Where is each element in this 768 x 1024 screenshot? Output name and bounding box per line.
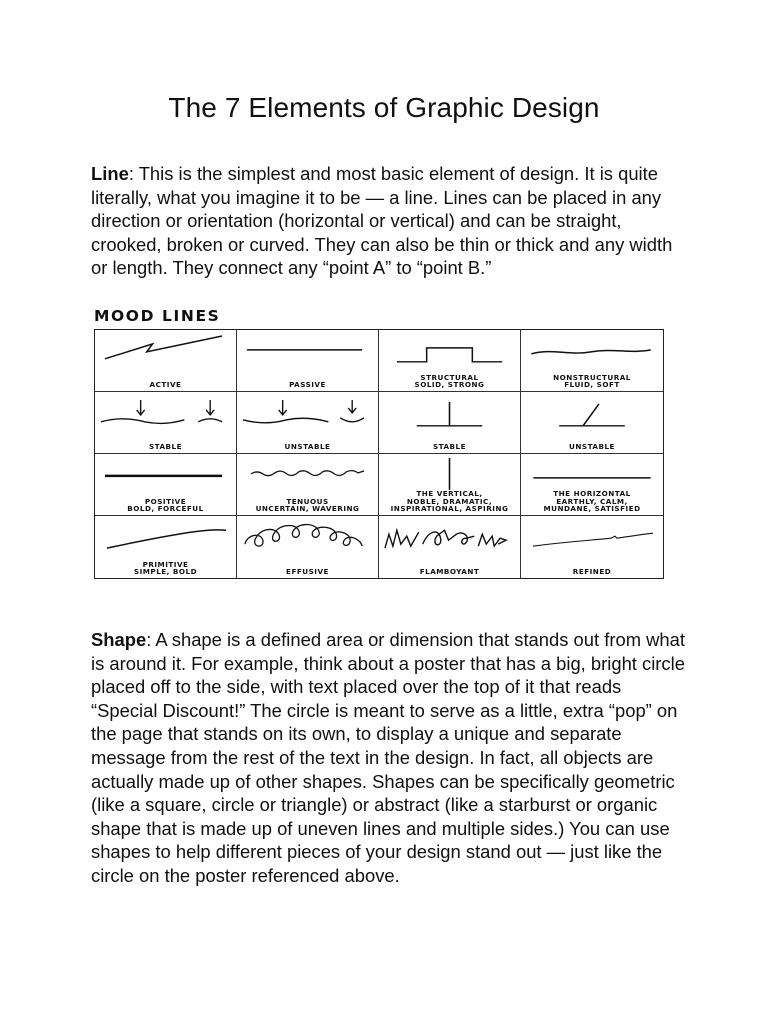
mood-lines-heading: MOOD LINES (94, 307, 221, 325)
mood-cell (237, 454, 379, 516)
mood-cell (521, 516, 663, 578)
mood-cell (237, 330, 379, 392)
horizontal-line-icon (237, 330, 378, 368)
shape-term: Shape (91, 629, 147, 650)
mood-cell (521, 454, 663, 516)
line-term: Line (91, 163, 129, 184)
mood-cell (95, 454, 237, 516)
mood-caption: REFINED (572, 567, 612, 577)
mood-caption: ACTIVE (149, 380, 182, 390)
mood-caption: FLAMBOYANT (419, 567, 480, 577)
zigzag-line-icon (95, 330, 236, 368)
mood-cell (237, 516, 379, 578)
loops-line-icon (237, 516, 378, 554)
mood-cell (237, 392, 379, 454)
shape-description: : A shape is a defined area or dimension that stands out from what is around it. For example, think about a poster that has a big, bright circle placed off to the side, with text placed over the top of it that reads “Special Discount!” The circle is meant to serve as a little, extra “pop” on the page that stands on its own, to display a unique and separate message from the rest of the text in the design. In fact, all objects are actually made up of other shapes. Shapes can be specifically geometric (like a square, circle or triangle) or abstract (like a starburst or organic shape that is made up of uneven lines and multiple sides.) You can use shapes to help different pieces of your design stand out — just like the circle on the poster referenced above. (91, 629, 685, 886)
mood-cell (379, 392, 521, 454)
mood-cell (379, 516, 521, 578)
mood-caption: POSITIVE BOLD, FORCEFUL (127, 496, 204, 514)
mood-lines-figure (91, 307, 667, 581)
rough-curve-icon (95, 516, 236, 554)
mood-caption: EFFUSIVE (286, 567, 329, 577)
fine-line-icon (521, 516, 663, 554)
vertical-on-base-icon (379, 392, 520, 430)
mood-cell (95, 392, 237, 454)
mood-caption: UNSTABLE (569, 442, 615, 452)
horizontal-line-icon (521, 454, 663, 492)
wavering-line-icon (237, 454, 378, 492)
line-paragraph (91, 162, 691, 280)
page-title: The 7 Elements of Graphic Design (168, 92, 600, 123)
line-description: : This is the simplest and most basic element of design. It is quite literally, what you imagine it to be — a line. Lines can be placed in any direction or orientation (horizontal or vertical) and can be straight, crooked, broken or curved. They can also be thin or thick and any width or length. They connect any “point A” to “point B.” (91, 163, 673, 279)
shape-paragraph (91, 628, 691, 888)
diagonal-on-base-icon (521, 392, 663, 430)
curve-arrows-icon (237, 392, 378, 430)
mood-caption: NONSTRUCTURAL FLUID, SOFT (553, 372, 631, 390)
mood-cell (95, 516, 237, 578)
mood-cell (379, 454, 521, 516)
mood-caption: STABLE (432, 442, 467, 452)
flourish-line-icon (379, 516, 520, 554)
mood-caption: STRUCTURAL SOLID, STRONG (414, 372, 485, 390)
mood-caption: STABLE (148, 442, 183, 452)
mood-caption: THE VERTICAL, NOBLE, DRAMATIC, INSPIRATIONAL, ASPIRING (390, 489, 509, 514)
mood-caption: PASSIVE (289, 380, 326, 390)
mood-cell (379, 330, 521, 392)
mood-cell (521, 392, 663, 454)
wave-line-icon (521, 330, 663, 368)
mood-caption: THE HORIZONTAL EARTHLY, CALM, MUNDANE, SATISFIED (543, 489, 641, 514)
thick-line-icon (95, 454, 236, 492)
mood-caption: PRIMITIVE SIMPLE, BOLD (133, 559, 198, 577)
mood-cell (95, 330, 237, 392)
mood-lines-grid (94, 329, 664, 579)
mood-caption: UNSTABLE (284, 442, 331, 452)
vertical-line-icon (379, 454, 520, 492)
step-line-icon (379, 330, 520, 368)
curve-arrows-icon (95, 392, 236, 430)
mood-cell (521, 330, 663, 392)
mood-caption: TENUOUS UNCERTAIN, WAVERING (255, 496, 360, 514)
